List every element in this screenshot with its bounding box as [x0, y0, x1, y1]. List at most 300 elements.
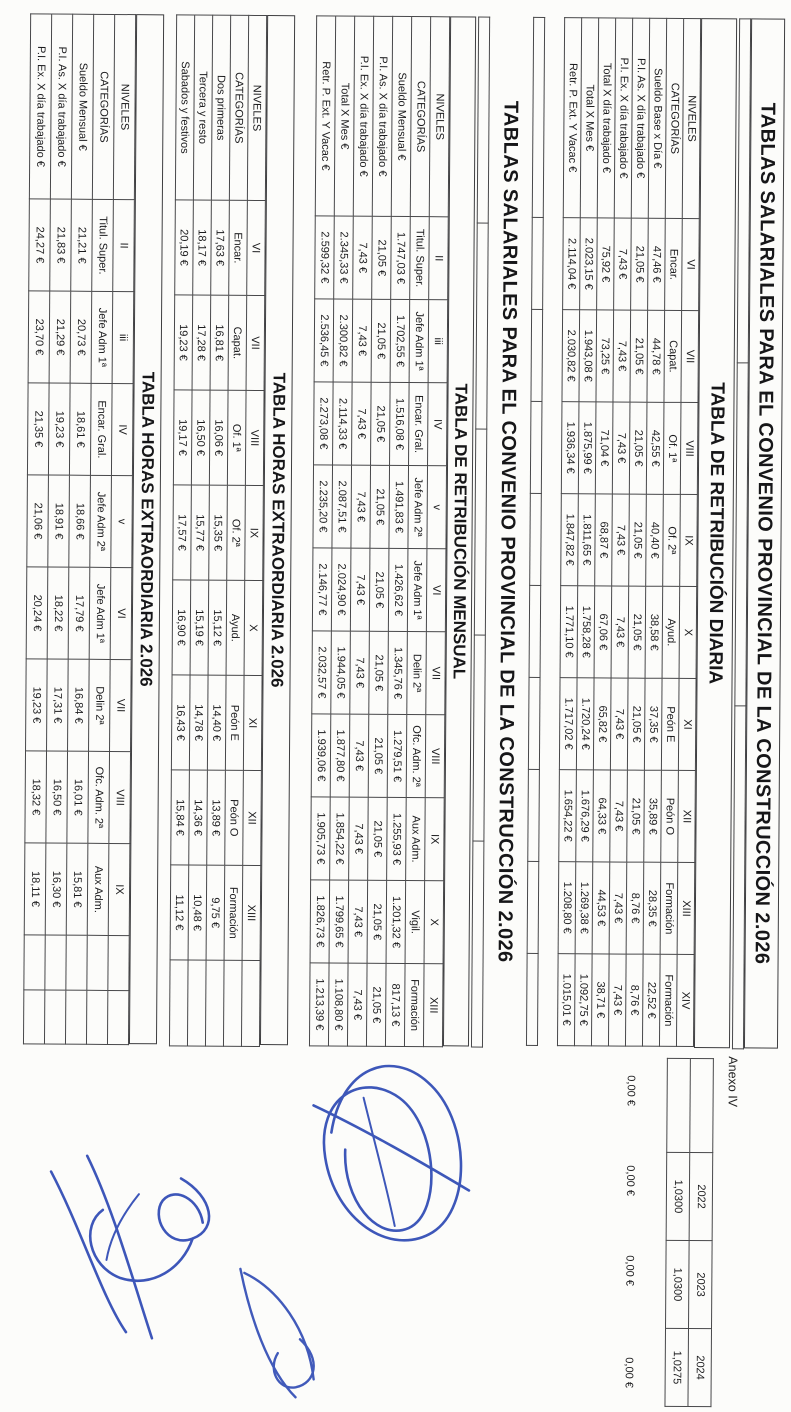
- row-label: Sabados y festivos: [175, 15, 194, 200]
- value-cell: 1.943,08 €: [579, 310, 597, 402]
- nivel-cell: IX: [108, 843, 130, 935]
- nivel-cell: XI: [243, 675, 262, 770]
- value-cell: 15,77 €: [191, 485, 210, 580]
- categoria-cell: Formación: [224, 865, 243, 960]
- value-cell: 2.114,33 €: [333, 382, 353, 465]
- value-cell: 19,23 €: [174, 295, 193, 390]
- row-label: Sueldo Mensual €: [391, 16, 411, 216]
- value-cell: 16,90 €: [172, 580, 191, 675]
- value-cell: 21,05 €: [369, 548, 389, 631]
- categoria-cell: Peón E: [225, 675, 244, 770]
- value-cell: 67,06 €: [594, 586, 612, 678]
- nivel-cell: IX: [680, 494, 698, 586]
- nivel-cell: II: [113, 199, 135, 291]
- value-cell: [205, 960, 224, 1046]
- value-cell: 1.516,08 €: [390, 382, 410, 465]
- nivel-cell: XII: [243, 770, 262, 865]
- value-cell: 2.300,82 €: [333, 299, 353, 382]
- value-cell: 19,23 €: [26, 659, 48, 751]
- categoria-cell: Formación: [404, 964, 424, 1047]
- value-cell: 22,52 €: [642, 954, 660, 1046]
- nivel-cell: IX: [245, 485, 264, 580]
- categoria-cell: Peón E: [661, 678, 679, 770]
- value-cell: 21,05 €: [372, 216, 392, 299]
- value-cell: 7,43 €: [609, 862, 627, 954]
- value-cell: 1.654,22 €: [559, 770, 577, 862]
- nivel-cell: v: [111, 475, 133, 567]
- value-cell: 2.032,57 €: [312, 631, 332, 714]
- value-cell: 817,13 €: [385, 963, 405, 1046]
- value-cell: 8,76 €: [626, 862, 644, 954]
- value-cell: 20,73 €: [70, 291, 92, 383]
- value-cell: 16,30 €: [45, 843, 67, 935]
- section-header-horas-extra-tecnicos: TABLA HORAS EXTRAORDIARIA 2.026: [129, 14, 164, 1044]
- nivel-cell: VIII: [425, 715, 445, 798]
- value-cell: 2.023,15 €: [580, 218, 598, 310]
- row-label: Total X Mes €: [580, 18, 598, 218]
- nivel-cell: XIV: [676, 954, 694, 1046]
- categoria-cell: Titul. Super.: [92, 199, 114, 291]
- value-cell: 2.536,45 €: [314, 299, 334, 382]
- value-cell: 1.944,05 €: [331, 631, 351, 714]
- factor-cell: 1,0275: [665, 1328, 689, 1406]
- value-cell: 73,25 €: [596, 310, 614, 402]
- value-cell: 21,05 €: [370, 465, 390, 548]
- categoria-cell: Aux Adm.: [406, 798, 426, 881]
- value-cell: 21,05 €: [368, 797, 388, 880]
- value-cell: 10,48 €: [188, 865, 207, 960]
- value-cell: 1.702,55 €: [390, 299, 410, 382]
- value-cell: 7,43 €: [612, 494, 630, 586]
- value-cell: 16,01 €: [67, 751, 89, 843]
- categoria-cell: Jefe Adm 1ª: [409, 300, 429, 383]
- value-cell: 1.717,02 €: [559, 678, 577, 770]
- value-cell: 17,63 €: [211, 200, 230, 295]
- value-cell: [169, 960, 188, 1046]
- categoria-cell: Of. 1ª: [663, 402, 681, 494]
- value-cell: 24,27 €: [29, 199, 51, 291]
- value-cell: 7,43 €: [347, 963, 367, 1046]
- value-cell: 1.676,29 €: [576, 770, 594, 862]
- value-cell: 21,29 €: [49, 291, 71, 383]
- categoria-cell: [87, 935, 108, 990]
- value-cell: 20,19 €: [175, 200, 194, 295]
- value-cell: 21,05 €: [628, 586, 646, 678]
- signature-flourish: [50, 1156, 210, 1339]
- categoria-cell: Jefe Adm 2ª: [408, 466, 428, 549]
- value-cell: 16,43 €: [171, 675, 190, 770]
- row-label: P.I. As. X día trabajado €: [631, 18, 649, 218]
- spacer-cell: [477, 17, 489, 223]
- categoria-cell: Of. 2ª: [227, 485, 246, 580]
- value-cell: 38,58 €: [645, 586, 663, 678]
- categoria-cell: Capat.: [664, 310, 682, 402]
- categoria-cell: Ayud.: [226, 580, 245, 675]
- table-row: [665, 1058, 690, 1406]
- value-cell: 38,71 €: [591, 954, 609, 1046]
- row-label: P.I. Ex. X día trabajado €: [29, 14, 51, 199]
- nivel-cell: VI: [110, 567, 132, 659]
- value-cell: [24, 935, 45, 990]
- amount-value: 0,00 €: [622, 1342, 634, 1404]
- value-cell: 2.345,33 €: [334, 216, 354, 299]
- value-cell: 7,43 €: [613, 310, 631, 402]
- value-cell: [66, 935, 87, 990]
- value-cell: 7,43 €: [353, 216, 373, 299]
- year-factor-table: [664, 1058, 713, 1407]
- row-label: P.I. As. X día trabajado €: [372, 16, 392, 216]
- value-cell: 15,35 €: [209, 485, 228, 580]
- row-label: Retr. P. Ext. Y Vacac €: [315, 16, 335, 216]
- value-cell: 1.758,28 €: [577, 586, 595, 678]
- value-cell: 21,05 €: [368, 714, 388, 797]
- categoria-cell: Jefe Adm 1ª: [407, 549, 427, 632]
- value-cell: 7,43 €: [352, 299, 372, 382]
- cell-empty: [690, 1059, 714, 1153]
- nivel-cell: X: [679, 586, 697, 678]
- document-title-second: TABLAS SALARIALES PARA EL CONVENIO PROVINCIAL DE LA CONSTRUCCIÓN 2.026: [488, 17, 527, 1047]
- factor-cell: 1,0300: [666, 1240, 690, 1328]
- value-cell: 21,05 €: [630, 310, 648, 402]
- value-cell: 16,81 €: [210, 295, 229, 390]
- value-cell: 17,31 €: [47, 659, 69, 751]
- value-cell: 20,24 €: [26, 567, 48, 659]
- value-cell: 21,05 €: [369, 631, 389, 714]
- value-cell: 71,04 €: [595, 402, 613, 494]
- spacer-cell: [476, 223, 488, 429]
- nivel-cell: iii: [428, 300, 448, 383]
- row-label: NIVELES: [247, 15, 266, 200]
- value-cell: [45, 935, 66, 990]
- year-cell: 2023: [689, 1241, 713, 1329]
- section-header-horas-extra-oficios: TABLA HORAS EXTRAORDIARIA 2.026: [260, 15, 295, 1045]
- value-cell: 11,12 €: [170, 865, 189, 960]
- amount-value: 0,00 €: [623, 1240, 635, 1302]
- nivel-cell: VII: [246, 295, 265, 390]
- value-cell: 16,50 €: [46, 751, 68, 843]
- value-cell: 2.024,90 €: [331, 548, 351, 631]
- spacer-cell: [532, 17, 544, 217]
- nivel-cell: VI: [426, 549, 446, 632]
- value-cell: 7,43 €: [608, 954, 626, 1046]
- value-cell: 18,32 €: [25, 751, 47, 843]
- categoria-cell: Ofc. Adm. 2ª: [88, 751, 110, 843]
- categoria-cell: Encar.: [229, 200, 248, 295]
- spacer-cell: [530, 493, 542, 585]
- row-label: NIVELES: [113, 14, 135, 199]
- value-cell: 18,61 €: [69, 383, 91, 475]
- nivel-cell: XIII: [242, 865, 261, 960]
- spacer-cell: [471, 841, 483, 1047]
- value-cell: 21,05 €: [629, 402, 647, 494]
- nivel-cell: VII: [426, 632, 446, 715]
- nivel-cell: VI: [247, 200, 266, 295]
- value-cell: 2.114,04 €: [563, 218, 581, 310]
- row-label: Tercera y resto: [193, 15, 212, 200]
- row-label: CATEGORÍAS: [92, 14, 114, 199]
- row-label: NIVELES: [429, 17, 449, 217]
- value-cell: 47,46 €: [648, 218, 666, 310]
- table-row: [688, 1059, 713, 1407]
- value-cell: 17,79 €: [68, 567, 90, 659]
- value-cell: 23,70 €: [28, 291, 50, 383]
- value-cell: 7,43 €: [350, 548, 370, 631]
- categoria-cell: Jefe Adm 2ª: [90, 475, 112, 567]
- value-cell: 18,22 €: [47, 567, 69, 659]
- value-cell: 1.720,24 €: [576, 678, 594, 770]
- value-cell: 7,43 €: [352, 382, 372, 465]
- categoria-cell: Jefe Adm 1ª: [91, 291, 113, 383]
- row-label: Retr. P. Ext. Y Vacac €: [563, 18, 581, 218]
- factor-cell: 1,0300: [666, 1152, 690, 1240]
- value-cell: 21,05 €: [366, 963, 386, 1046]
- table-retribucion-diaria: [557, 17, 701, 1047]
- spacer-row: [526, 17, 544, 1045]
- categoria-cell: Encar. Gral.: [90, 383, 112, 475]
- value-cell: 7,43 €: [610, 770, 628, 862]
- value-cell: 8,76 €: [625, 954, 643, 1046]
- nivel-cell: IV: [111, 383, 133, 475]
- nivel-cell: VII: [110, 659, 132, 751]
- value-cell: 21,83 €: [50, 199, 72, 291]
- nivel-cell: v: [427, 466, 447, 549]
- value-cell: 15,81 €: [66, 843, 88, 935]
- value-cell: 37,35 €: [644, 678, 662, 770]
- value-cell: 19,23 €: [48, 383, 70, 475]
- value-cell: 21,35 €: [27, 383, 49, 475]
- spacer-cell: [732, 706, 745, 1049]
- value-cell: 21,05 €: [371, 382, 391, 465]
- categoria-cell: Of. 2ª: [663, 494, 681, 586]
- amount-value: 0,00 €: [624, 1150, 636, 1212]
- value-cell: 21,05 €: [629, 494, 647, 586]
- nivel-cell: XI: [678, 678, 696, 770]
- value-cell: 17,28 €: [192, 295, 211, 390]
- nivel-cell: VII: [681, 310, 699, 402]
- spacer-cell: [532, 217, 544, 309]
- spacer-cell: [474, 429, 486, 635]
- nivel-cell: XIII: [677, 862, 695, 954]
- value-cell: 1.771,10 €: [560, 586, 578, 678]
- value-cell: 7,43 €: [612, 402, 630, 494]
- value-cell: 1.279,51 €: [387, 714, 407, 797]
- value-cell: 21,05 €: [367, 880, 387, 963]
- value-cell: 35,89 €: [644, 770, 662, 862]
- row-label: Dos primeras: [211, 15, 230, 200]
- value-cell: 21,05 €: [371, 299, 391, 382]
- value-cell: 7,43 €: [614, 218, 632, 310]
- value-cell: 2.146,77 €: [312, 548, 332, 631]
- nivel-cell: II: [429, 217, 449, 300]
- value-cell: 18,11 €: [24, 843, 46, 935]
- value-cell: 1.269,38 €: [575, 862, 593, 954]
- nivel-cell: [108, 935, 129, 990]
- nivel-cell: VIII: [680, 402, 698, 494]
- value-cell: 64,33 €: [593, 770, 611, 862]
- value-cell: 1.108,80 €: [328, 963, 348, 1046]
- categoria-cell: Jefe Adm 1ª: [89, 567, 111, 659]
- value-cell: 16,50 €: [191, 390, 210, 485]
- categoria-cell: Peón O: [661, 770, 679, 862]
- spacer-cell: [530, 401, 542, 493]
- value-cell: 18,91 €: [48, 475, 70, 567]
- value-cell: 1.875,99 €: [578, 402, 596, 494]
- value-cell: 42,55 €: [646, 402, 664, 494]
- annex-label: Anexo IV: [726, 1056, 740, 1107]
- nivel-cell: VI: [682, 218, 700, 310]
- row-label: Sueldo Base x Día €: [648, 18, 666, 218]
- value-cell: 7,43 €: [348, 880, 368, 963]
- value-cell: 14,36 €: [189, 770, 208, 865]
- value-cell: 18,17 €: [193, 200, 212, 295]
- value-cell: 1.877,80 €: [330, 714, 350, 797]
- value-cell: 40,40 €: [646, 494, 664, 586]
- row-label: Sueldo Mensual €: [71, 14, 93, 199]
- value-cell: 44,53 €: [592, 862, 610, 954]
- categoria-cell: Ayud.: [662, 586, 680, 678]
- spacer-cell: [529, 585, 541, 677]
- value-cell: 19,17 €: [173, 390, 192, 485]
- value-cell: 1.015,01 €: [557, 954, 575, 1046]
- spacer-cell: [737, 19, 750, 363]
- value-cell: [187, 960, 206, 1046]
- row-label: CATEGORÍAS: [229, 15, 248, 200]
- value-cell: 1.491,83 €: [389, 465, 409, 548]
- value-cell: 1.345,76 €: [388, 631, 408, 714]
- value-cell: 1.799,65 €: [329, 880, 349, 963]
- categoria-cell: Vigil.: [405, 881, 425, 964]
- categoria-cell: Ofc. Adm. 2ª: [406, 715, 426, 798]
- value-cell: 1.854,22 €: [330, 797, 350, 880]
- value-cell: 21,05 €: [627, 678, 645, 770]
- nivel-cell: VIII: [245, 390, 264, 485]
- nivel-cell: iii: [112, 291, 134, 383]
- value-cell: 2.235,20 €: [313, 465, 333, 548]
- spacer-cell: [473, 635, 485, 841]
- value-cell: 18,66 €: [69, 475, 91, 567]
- value-cell: 1.847,82 €: [561, 494, 579, 586]
- categoria-cell: Formación: [659, 954, 677, 1046]
- categoria-cell: Delin 2ª: [407, 632, 427, 715]
- value-cell: 7,43 €: [610, 678, 628, 770]
- categoria-cell: [223, 960, 242, 1046]
- value-cell: 2.087,51 €: [332, 465, 352, 548]
- categoria-cell: Capat.: [228, 295, 247, 390]
- value-cell: 2.599,32 €: [315, 216, 335, 299]
- value-cell: 68,87 €: [595, 494, 613, 586]
- categoria-cell: Delin 2ª: [89, 659, 111, 751]
- value-cell: 1.936,34 €: [561, 402, 579, 494]
- nivel-cell: IV: [428, 383, 448, 466]
- amount-value: 0,00 €: [624, 1060, 636, 1122]
- value-cell: 28,35 €: [643, 862, 661, 954]
- nivel-cell: XII: [678, 770, 696, 862]
- value-cell: 21,05 €: [631, 218, 649, 310]
- value-cell: 1.213,39 €: [309, 963, 329, 1046]
- row-label: P.I. As. X día trabajado €: [50, 14, 72, 199]
- value-cell: 1.255,93 €: [387, 797, 407, 880]
- value-cell: 15,84 €: [171, 770, 190, 865]
- value-cell: 1.939,06 €: [311, 714, 331, 797]
- table-horas-extra-oficios: [169, 14, 267, 1047]
- section-header-mensual: TABLA DE RETRIBUCIÓN MENSUAL: [443, 16, 476, 1046]
- value-cell: 2.030,82 €: [562, 310, 580, 402]
- value-cell: 13,89 €: [207, 770, 226, 865]
- spacer-cell: [528, 677, 540, 769]
- cell-empty: [667, 1058, 691, 1152]
- spacer-cell: [735, 363, 748, 706]
- value-cell: 1.811,65 €: [578, 494, 596, 586]
- value-cell: 21,21 €: [71, 199, 93, 291]
- row-label: CATEGORÍAS: [665, 18, 683, 218]
- value-cell: 1.092,75 €: [574, 954, 592, 1046]
- value-cell: 1.747,03 €: [391, 216, 411, 299]
- nivel-cell: X: [244, 580, 263, 675]
- year-cell: 2024: [688, 1329, 712, 1407]
- categoria-cell: Titul. Super.: [410, 217, 430, 300]
- value-cell: 7,43 €: [611, 586, 629, 678]
- value-cell: 17,57 €: [173, 485, 192, 580]
- value-cell: 14,40 €: [207, 675, 226, 770]
- row-label: P.I. Ex. X día trabajado €: [353, 16, 373, 216]
- signature-hook-stroke: [240, 1269, 315, 1398]
- value-cell: 15,19 €: [190, 580, 209, 675]
- categoria-cell: Of. 1ª: [227, 390, 246, 485]
- value-cell: 21,06 €: [27, 475, 49, 567]
- handwritten-signatures: [0, 1035, 484, 1409]
- row-label: Total X día trabajado €: [597, 18, 615, 218]
- value-cell: 1.826,73 €: [310, 880, 330, 963]
- spacer-cell: [528, 769, 540, 861]
- value-cell: 21,05 €: [627, 770, 645, 862]
- categoria-cell: Aux Adm.: [87, 843, 109, 935]
- nivel-cell: VIII: [109, 751, 131, 843]
- value-cell: 1.426,62 €: [388, 548, 408, 631]
- value-cell: 44,78 €: [647, 310, 665, 402]
- section-header-diaria: TABLA DE RETRIBUCIÓN DIARIA: [694, 18, 737, 1048]
- categoria-cell: Encar.: [665, 218, 683, 310]
- value-cell: 7,43 €: [349, 714, 369, 797]
- row-label: CATEGORÍAS: [410, 17, 430, 217]
- nivel-cell: X: [424, 881, 444, 964]
- year-cell: 2022: [689, 1153, 713, 1241]
- row-label: P.I. Ex. X día trabajado €: [614, 18, 632, 218]
- nivel-cell: [241, 960, 260, 1046]
- categoria-cell: Encar. Gral.: [409, 383, 429, 466]
- value-cell: 15,12 €: [208, 580, 227, 675]
- categoria-cell: Peón O: [225, 770, 244, 865]
- categoria-cell: Formación: [660, 862, 678, 954]
- spacer-cell: [527, 861, 539, 953]
- value-cell: 14,78 €: [189, 675, 208, 770]
- row-label: NIVELES: [682, 18, 700, 218]
- value-cell: 9,75 €: [206, 865, 225, 960]
- value-cell: 75,92 €: [597, 218, 615, 310]
- value-cell: 1.201,32 €: [386, 880, 406, 963]
- value-cell: 2.273,08 €: [314, 382, 334, 465]
- nivel-cell: IX: [425, 798, 445, 881]
- row-label: Total X Mes €: [334, 16, 354, 216]
- nivel-cell: XIII: [423, 964, 443, 1047]
- value-cell: 16,06 €: [209, 390, 228, 485]
- value-cell: 65,82 €: [593, 678, 611, 770]
- table-horas-extra-tecnicos: [23, 13, 136, 1045]
- signature-oval-scribble: [313, 1066, 470, 1241]
- spacer-row: [526, 17, 545, 1046]
- table-retribucion-mensual: [309, 15, 450, 1047]
- document-title: TABLAS SALARIALES PARA EL CONVENIO PROVINCIAL DE LA CONSTRUCCIÓN 2.026: [744, 18, 785, 1048]
- zero-amounts-row: [618, 1058, 636, 1406]
